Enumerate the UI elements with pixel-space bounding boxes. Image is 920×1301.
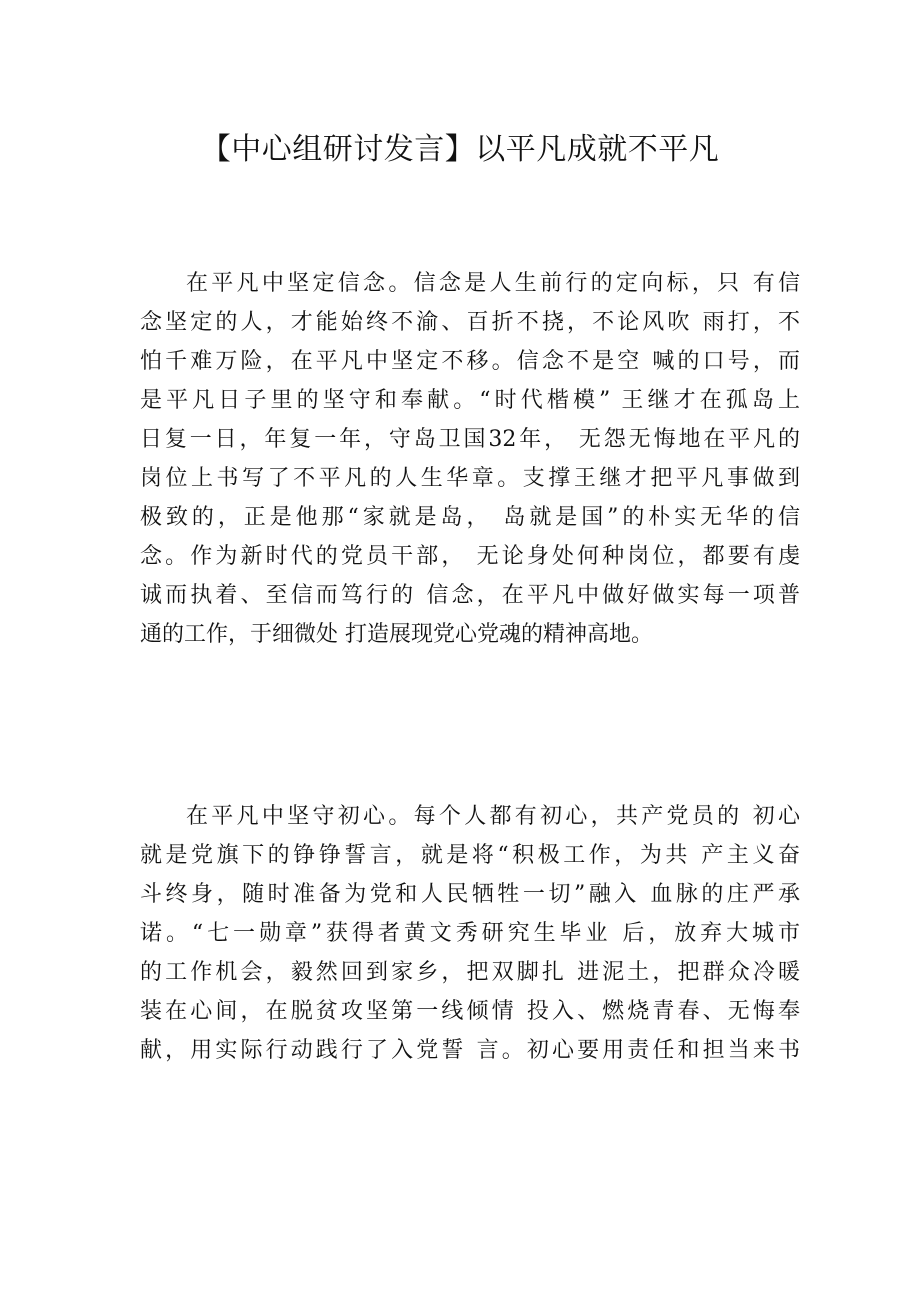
paragraph-line: 怕千难万险，在平凡中坚定不移。信念不是空 喊的口号，而 bbox=[140, 349, 800, 374]
paragraph-line: 在平凡中坚定信念。信念是人生前行的定向标，只 有信 bbox=[186, 271, 800, 296]
paragraph-line: 诺。“七一勋章”获得者黄文秀研究生毕业 后，放弃大城市 bbox=[140, 921, 800, 946]
paragraph-line: 极致的，正是他那“家就是岛， 岛就是国”的朴实无华的信 bbox=[140, 505, 800, 530]
paragraph-line: 念坚定的人，才能始终不渝、百折不挠，不论风吹 雨打，不 bbox=[140, 310, 800, 335]
paragraph-line: 通的工作，于细微处 打造展现党心党魂的精神高地。 bbox=[140, 622, 653, 647]
paragraph-line: 诚而执着、至信而笃行的 信念，在平凡中做好做实每一项普 bbox=[140, 583, 800, 608]
paragraph-original-aspiration bbox=[140, 797, 800, 1070]
paragraph-line: 就是党旗下的铮铮誓言，就是将“积极工作，为共 产主义奋 bbox=[140, 843, 800, 868]
paragraph-line: 岗位上书写了不平凡的人生华章。支撑王继才把平凡事做到 bbox=[140, 466, 800, 491]
paragraph-line: 是平凡日子里的坚守和奉献。“时代楷模” 王继才在孤岛上 bbox=[140, 388, 800, 413]
paragraph-line: 献，用实际行动践行了入党誓 言。初心要用责任和担当来书 bbox=[140, 1038, 800, 1063]
paragraph-line: 在平凡中坚守初心。每个人都有初心，共产党员的 初心 bbox=[186, 804, 800, 829]
paragraph-line: 斗终身，随时准备为党和人民牺牲一切”融入 血脉的庄严承 bbox=[140, 882, 800, 907]
paragraph-faith bbox=[140, 264, 800, 654]
paragraph-line: 装在心间，在脱贫攻坚第一线倾情 投入、燃烧青春、无悔奉 bbox=[140, 999, 800, 1024]
paragraph-line: 的工作机会，毅然回到家乡，把双脚扎 进泥土，把群众冷暖 bbox=[140, 960, 800, 985]
paragraph-line: 日复一日，年复一年，守岛卫国32年， 无怨无悔地在平凡的 bbox=[140, 427, 800, 452]
paragraph-line: 念。作为新时代的党员干部， 无论身处何种岗位，都要有虔 bbox=[140, 544, 800, 569]
document-title: 【中心组研讨发言】以平凡成就不平凡 bbox=[200, 132, 720, 167]
